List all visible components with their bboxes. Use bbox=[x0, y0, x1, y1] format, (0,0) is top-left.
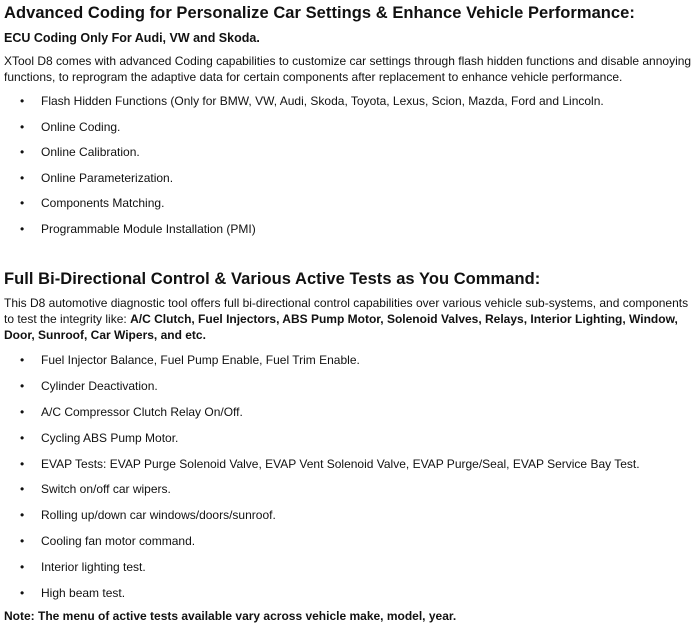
list-item: • Cooling fan motor command. bbox=[20, 534, 196, 549]
section-advanced-coding-heading: Advanced Coding for Personalize Car Settings & Enhance Vehicle Performance: bbox=[4, 4, 635, 22]
bullet-icon: • bbox=[20, 170, 25, 185]
bullet-icon: • bbox=[20, 508, 25, 523]
list-item: • Rolling up/down car windows/doors/sunroof. bbox=[20, 508, 276, 523]
bullet-icon: • bbox=[20, 353, 25, 367]
list-item: • Cylinder Deactivation. bbox=[20, 378, 158, 393]
section-bidirectional-heading: Full Bi-Directional Control & Various Active Tests as You Command: bbox=[4, 270, 541, 288]
bullet-icon: • bbox=[20, 456, 25, 471]
list-item: • Online Calibration. bbox=[20, 145, 140, 160]
list-item: • Interior lighting test. bbox=[20, 560, 146, 575]
list-item: • Online Coding. bbox=[20, 119, 121, 134]
list-item: • Programmable Module Installation (PMI) bbox=[20, 221, 256, 236]
list-item: • Online Parameterization. bbox=[20, 170, 174, 185]
bullet-icon: • bbox=[20, 560, 25, 575]
bullet-icon: • bbox=[20, 145, 25, 160]
section-advanced-coding-subheading: ECU Coding Only For Audi, VW and Skoda. bbox=[4, 31, 260, 45]
bullet-icon: • bbox=[20, 404, 25, 419]
bullet-icon: • bbox=[20, 534, 25, 549]
list-item: • Cycling ABS Pump Motor. bbox=[20, 430, 179, 445]
bullet-icon: • bbox=[20, 196, 25, 211]
list-item: • A/C Compressor Clutch Relay On/Off. bbox=[20, 404, 243, 419]
advanced-coding-feature-list bbox=[4, 93, 604, 247]
bullet-icon: • bbox=[20, 119, 25, 134]
bullet-icon: • bbox=[20, 221, 25, 236]
bullet-icon: • bbox=[20, 430, 25, 445]
note-text: Note: The menu of active tests available vary across vehicle make, model, year. bbox=[4, 609, 457, 623]
bullet-icon: • bbox=[20, 482, 25, 497]
list-item: • Fuel Injector Balance, Fuel Pump Enable, Fuel Trim Enable. bbox=[20, 353, 360, 367]
section-advanced-coding-intro: XTool D8 comes with advanced Coding capabilities to customize car settings through flash hidden functions and disable annoying functions, to reprogram the adaptive data for certain components after replacement to enhance vehicle performance. bbox=[4, 54, 692, 84]
bullet-icon: • bbox=[20, 586, 25, 601]
list-item: • High beam test. bbox=[20, 586, 126, 601]
intro-plain-text: This D8 automotive diagnostic tool offers full bi-directional control capabilities over various vehicle sub-systems, and components to test the integrity like: bbox=[4, 296, 689, 326]
list-item: • Flash Hidden Functions (Only for BMW, VW, Audi, Skoda, Toyota, Lexus, Scion, Mazda, Ford and Lincoln. bbox=[20, 94, 604, 108]
intro-bold-text: A/C Clutch, Fuel Injectors, ABS Pump Motor, Solenoid Valves, Relays, Interior Lighting, Window, Door, Sunroof, Car Wipers, and etc. bbox=[4, 312, 678, 342]
bullet-icon: • bbox=[20, 378, 25, 393]
list-item: • Components Matching. bbox=[20, 196, 165, 211]
section-bidirectional-intro bbox=[4, 295, 696, 343]
list-item: • EVAP Tests: EVAP Purge Solenoid Valve, EVAP Vent Solenoid Valve, EVAP Purge/Seal, EVAP Service Bay Test. bbox=[20, 456, 640, 471]
list-item: • Switch on/off car wipers. bbox=[20, 482, 171, 497]
active-tests-list bbox=[4, 352, 640, 611]
bullet-icon: • bbox=[20, 94, 25, 108]
